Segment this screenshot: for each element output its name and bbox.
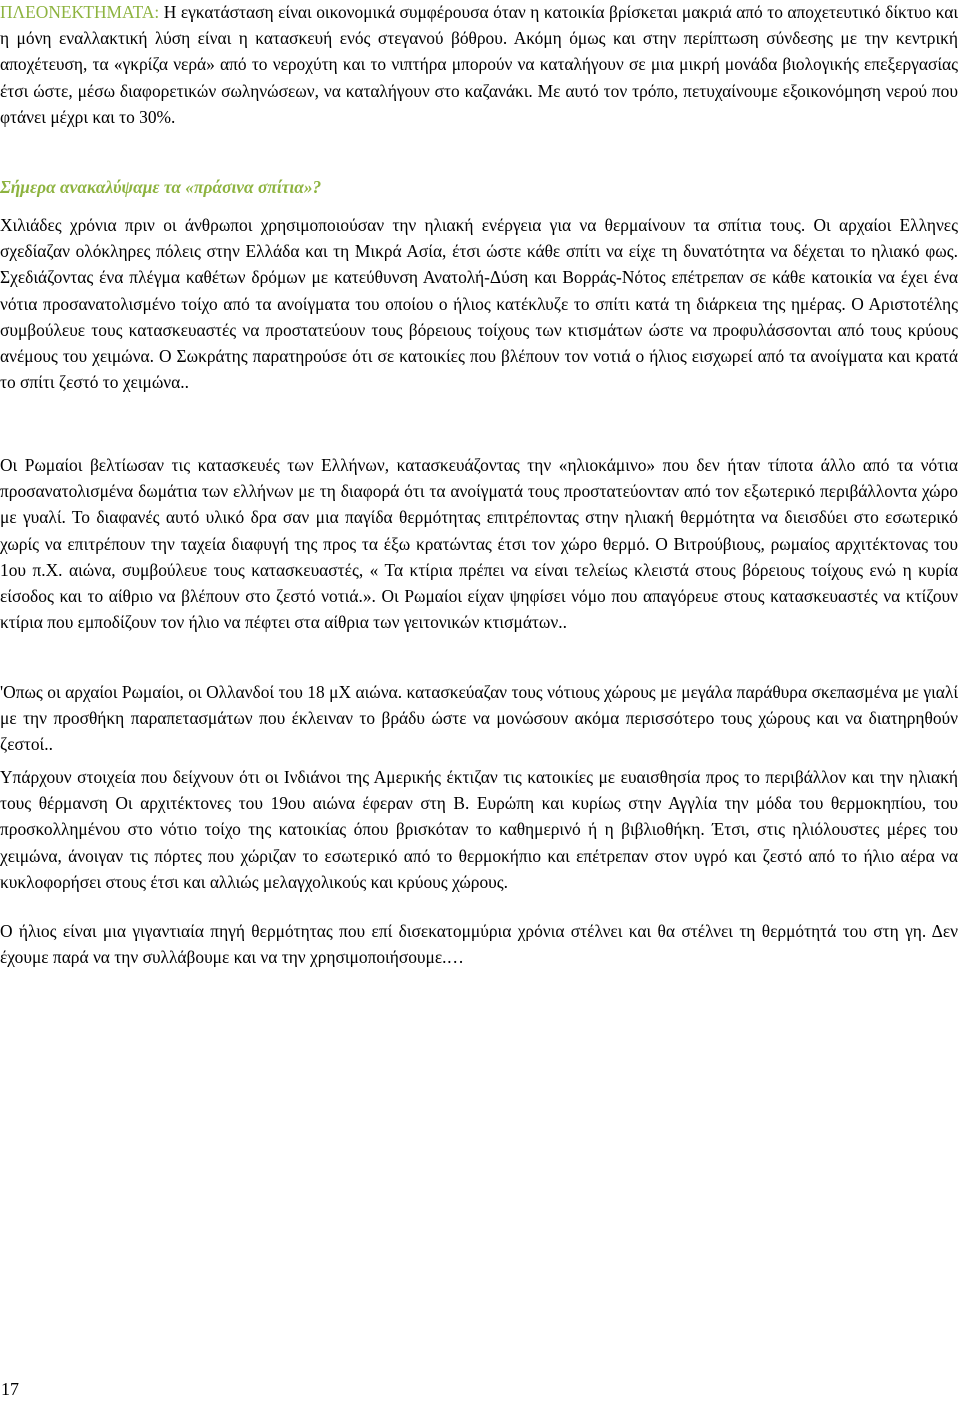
paragraph-sun-conclusion: Ο ήλιος είναι μια γιγαντιαία πηγή θερμότητας που επί δισεκατομμύρια χρόνια στέλνει και θα στέλνει τη θερμότητά του στη γη. Δεν έχουμε παρά να την συλλάβουμε και να την χρησιμοποιήσουμε.… (0, 921, 958, 968)
paragraph-romans: Οι Ρωμαίοι βελτίωσαν τις κατασκευές των Ελλήνων, κατασκευάζοντας την «ηλιοκάμινο» που δεν ήταν τίποτα άλλο από τα νότια προσανατολισμένα δωμάτια των ελλήνων με τη διαφορά ότι τα ανοίγματά τους προστατεύονταν από τον εξωτερικό περιβάλλοντα χώρο με γυαλί. Το διαφανές αυτό υλικό δρα σαν μια παγίδα θερμότητας επιτρέποντας στην ηλιακή θερμότητα να διεισδύει στο εσωτερικό χωρίς να επιτρέπουν την ταχεία διαφυγή της προς τα έξω κρατώντας έτσι τον χώρο θερμό. Ο Βιτρούβιους, ρωμαίος αρχιτέκτονας του 1ου π.Χ. αιώνα, συμβούλευε τους κατασκευαστές, « Τα κτίρια πρέπει να είναι τελείως κλειστά στους βόρειους τοίχους ενώ η κυρία είσοδος και το αίθριο να βλέπουν στο ζεστό νοτιά.». Οι Ρωμαίοι είχαν ψηφίσει νόμο που απαγόρευε στους κατασκευαστές να κτίζουν κτίρια που εμποδίζουν τον ήλιο να πέφτει στα αίθρια των γειτονικών κτισμάτων.. (0, 455, 958, 633)
section-heading (0, 174, 958, 200)
paragraph-native-americans: Υπάρχουν στοιχεία που δείχνουν ότι οι Ινδιάνοι της Αμερικής έκτιζαν τις κατοικίες με ευαισθησία προς το περιβάλλον και την ηλιακή τους θέρμανση Οι αρχιτέκτονες του 19ου αιώνα έφεραν στη Β. Ευρώπη και κυρίως στην Αγγλία την μόδα του θερμοκηπίου, του προσκολλημένου στο νότιο τοίχο της κατοικίας όπου βρισκόταν το καθημερινό ή η βιβλιοθήκη. Έτσι, στις ηλιόλουστες μέρες του χειμώνα, άνοιγαν τις πόρτες που χώριζαν το εσωτερικό από το θερμοκήπιο και επέτρεπαν στον υγρό και ζεστό από το ήλιο αέρα να κυκλοφορήσει στους έτσι και αλλιώς μελαγχολικούς και κρύους χώρους. (0, 767, 958, 892)
paragraph-advantages (0, 0, 958, 130)
advantages-label: ΠΛΕΟΝΕΚΤΗΜΑΤΑ: (0, 2, 160, 22)
advantages-text: Η εγκατάσταση είναι οικονομικά συμφέρουσα όταν η κατοικία βρίσκεται μακριά από το αποχετευτικό δίκτυο και η μόνη εναλλακτική λύση είναι η κατασκευή ενός στεγανού βόθρου. Ακόμη όμως και στην περίπτωση σύνδεσης με την κεντρική αποχέτευση, τα «γκρίζα νερά» από το νεροχύτη και το νιπτήρα μπορούν να καταλήγουν σε μια μικρή μονάδα βιολογικής επεξεργασίας έτσι ώστε, μέσω διαφορετικών σωληνώσεων, να καταλήγουν στο καζανάκι. Με αυτό τον τρόπο, πετυχαίνουμε εξοικονόμηση νερού που φτάνει μέχρι και το 30%. (0, 2, 958, 127)
paragraph-ancient-greeks: Χιλιάδες χρόνια πριν οι άνθρωποι χρησιμοποιούσαν την ηλιακή ενέργεια για να θερμαίνουν τα σπίτια τους. Οι αρχαίοι Ελληνες σχεδίαζαν ολόκληρες πόλεις στην Ελλάδα και τη Μικρά Ασία, έτσι ώστε κάθε σπίτι να είχε τη δυνατότητα να δέχεται το ηλιακό φως. Σχεδιάζοντας ένα πλέγμα καθέτων δρόμων με κατεύθυνση Ανατολή-Δύση και Βορράς-Νότος επέτρεπαν σε κάθε κατοικία να έχει ένα νότια προσανατολισμένο τοίχο από τα ανοίγματα του οποίου ο ήλιος κατέκλυζε το σπίτι κατά τη διάρκεια της ημέρας. Ο Αριστοτέλης συμβούλευε τους κατασκευαστές να προστατεύουν τους βόρειους τοίχους των κτισμάτων ώστε να προφυλάσσονται από τους κρύους ανέμους του χειμώνα. Ο Σωκράτης παρατηρούσε ότι σε κατοικίες που βλέπουν τον νοτιά ο ήλιος εισχωρεί από τα ανοίγματα και κρατά το σπίτι ζεστό το χειμώνα.. (0, 215, 958, 393)
paragraph-dutch: 'Οπως οι αρχαίοι Ρωμαίοι, οι Ολλανδοί του 18 μΧ αιώνα. κατασκεύαζαν τους νότιους χώρους με μεγάλα παράθυρα σκεπασμένα με γιαλί με την προσθήκη παραπετασμάτων που έκλειναν το βράδυ ώστε να μονώσουν ακόμα περισσότερο τους χώρους και να διατηρηθούν ζεστοί.. (0, 682, 958, 755)
section-heading-text: Σήμερα ανακαλύψαμε τα «πράσινα σπίτια»? (0, 177, 322, 197)
page-number: 17 (1, 1379, 19, 1399)
